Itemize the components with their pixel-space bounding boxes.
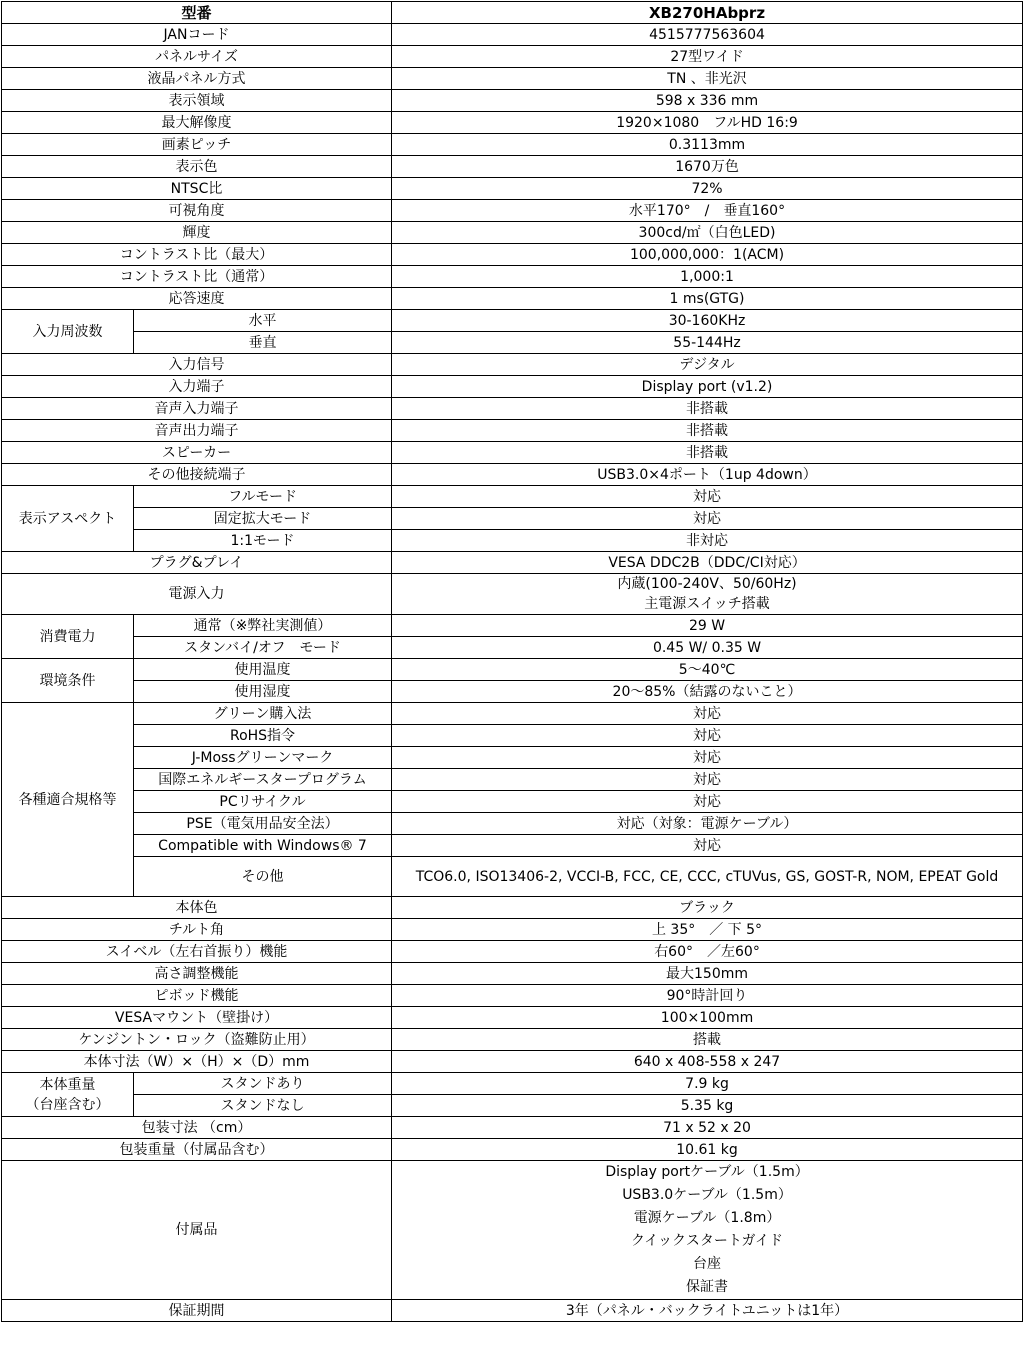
group-label-line: 本体重量 [39, 1076, 96, 1093]
spec-value: 対応（対象：電源ケーブル） [392, 813, 1023, 835]
spec-row-resolution [2, 112, 1023, 134]
spec-label: NTSC比 [2, 178, 392, 200]
spec-row-plug-play [2, 552, 1023, 574]
spec-label: グリーン購入法 [134, 703, 392, 725]
spec-value: 搭載 [392, 1029, 1023, 1051]
spec-label: 本体色 [2, 897, 392, 919]
spec-label: スタンドなし [134, 1095, 392, 1117]
spec-value: 5～40℃ [392, 659, 1023, 681]
spec-value: 対応 [392, 747, 1023, 769]
spec-row-vesa [2, 1007, 1023, 1029]
model-value: XB270HAbprz [392, 2, 1023, 24]
spec-label: 液晶パネル方式 [2, 68, 392, 90]
spec-label: パネルサイズ [2, 46, 392, 68]
spec-value: 対応 [392, 508, 1023, 530]
spec-value: VESA DDC2B（DDC/CI対応） [392, 552, 1023, 574]
spec-value: 最大150mm [392, 963, 1023, 985]
spec-row-std-pse [2, 813, 1023, 835]
spec-label: その他 [134, 857, 392, 897]
spec-value: 27型ワイド [392, 46, 1023, 68]
spec-row-swivel [2, 941, 1023, 963]
accessory-item: 保証書 [686, 1279, 729, 1295]
spec-row-pivot [2, 985, 1023, 1007]
spec-value: 上 35° ／ 下 5° [392, 919, 1023, 941]
spec-value: 右60° ／左60° [392, 941, 1023, 963]
spec-label: フルモード [134, 486, 392, 508]
spec-label: 音声入力端子 [2, 398, 392, 420]
spec-row-input-port [2, 376, 1023, 398]
spec-table [1, 1, 1023, 1322]
spec-label: スタンドあり [134, 1073, 392, 1095]
spec-value: 対応 [392, 486, 1023, 508]
spec-label: VESAマウント（壁掛け） [2, 1007, 392, 1029]
spec-value: 非搭載 [392, 420, 1023, 442]
spec-label: 輝度 [2, 222, 392, 244]
spec-row-response [2, 288, 1023, 310]
spec-row-body-color [2, 897, 1023, 919]
spec-value: 71 x 52 x 20 [392, 1117, 1023, 1139]
spec-row-power-normal [2, 615, 1023, 637]
spec-row-std-green [2, 703, 1023, 725]
spec-value: 640 x 408-558 x 247 [392, 1051, 1023, 1073]
spec-label: 画素ピッチ [2, 134, 392, 156]
spec-value: 非対応 [392, 530, 1023, 552]
group-label-weight [2, 1073, 134, 1117]
spec-value: 100×100mm [392, 1007, 1023, 1029]
spec-row-panel-type [2, 68, 1023, 90]
spec-label: ピボッド機能 [2, 985, 392, 1007]
spec-label: 1:1モード [134, 530, 392, 552]
spec-row-std-windows [2, 835, 1023, 857]
spec-row-env-temp [2, 659, 1023, 681]
spec-label: ケンジントン・ロック（盗難防止用） [2, 1029, 392, 1051]
spec-label: 包装寸法 （cm） [2, 1117, 392, 1139]
spec-row-tilt [2, 919, 1023, 941]
spec-row-package-weight [2, 1139, 1023, 1161]
spec-row-accessories [2, 1161, 1023, 1300]
group-label-aspect: 表示アスペクト [2, 486, 134, 552]
spec-label: 水平 [134, 310, 392, 332]
spec-value: 55-144Hz [392, 332, 1023, 354]
spec-label: 高さ調整機能 [2, 963, 392, 985]
group-label-standards: 各種適合規格等 [2, 703, 134, 897]
group-label-power: 消費電力 [2, 615, 134, 659]
model-label: 型番 [2, 2, 392, 24]
spec-value: TCO6.0, ISO13406-2, VCCI-B, FCC, CE, CCC, cTUVus, GS, GOST-R, NOM, EPEAT Gold [392, 857, 1023, 897]
spec-label: 表示色 [2, 156, 392, 178]
spec-row-jan [2, 24, 1023, 46]
spec-value: 非搭載 [392, 442, 1023, 464]
group-label-line: （台座含む） [25, 1096, 110, 1113]
spec-label: RoHS指令 [134, 725, 392, 747]
spec-row-other-ports [2, 464, 1023, 486]
spec-row-viewing-angle [2, 200, 1023, 222]
spec-value: 非搭載 [392, 398, 1023, 420]
spec-value: 対応 [392, 769, 1023, 791]
spec-row-std-other [2, 857, 1023, 897]
accessory-item: 台座 [693, 1256, 722, 1272]
spec-value: 水平170° / 垂直160° [392, 200, 1023, 222]
spec-value [392, 1161, 1023, 1300]
spec-value: 4515777563604 [392, 24, 1023, 46]
spec-label: 入力信号 [2, 354, 392, 376]
spec-value: 5.35 kg [392, 1095, 1023, 1117]
accessory-item: Display portケーブル（1.5m） [605, 1164, 809, 1180]
spec-label: 入力端子 [2, 376, 392, 398]
accessory-item: 電源ケーブル（1.8m） [633, 1210, 781, 1226]
spec-row-power-input [2, 574, 1023, 615]
spec-value: 0.45 W/ 0.35 W [392, 637, 1023, 659]
spec-row-package-size [2, 1117, 1023, 1139]
spec-row-power-standby [2, 637, 1023, 659]
spec-value: 29 W [392, 615, 1023, 637]
spec-value: 対応 [392, 703, 1023, 725]
spec-value: Display port (v1.2) [392, 376, 1023, 398]
accessory-item: クイックスタートガイド [630, 1233, 784, 1249]
spec-label: Compatible with Windows® 7 [134, 835, 392, 857]
spec-value: 対応 [392, 791, 1023, 813]
spec-value: 対応 [392, 835, 1023, 857]
spec-label: 垂直 [134, 332, 392, 354]
spec-value: 72% [392, 178, 1023, 200]
spec-row-weight-nostand [2, 1095, 1023, 1117]
spec-row-aspect-1to1 [2, 530, 1023, 552]
spec-row-aspect-fixed [2, 508, 1023, 530]
spec-value: USB3.0×4ポート（1up 4down） [392, 464, 1023, 486]
spec-label: PCリサイクル [134, 791, 392, 813]
group-label-input-freq: 入力周波数 [2, 310, 134, 354]
spec-label: スタンバイ/オフ モード [134, 637, 392, 659]
spec-label: 通常（※弊社実測値） [134, 615, 392, 637]
spec-label: 音声出力端子 [2, 420, 392, 442]
spec-label: 固定拡大モード [134, 508, 392, 530]
spec-value [392, 574, 1023, 615]
spec-label: チルト角 [2, 919, 392, 941]
spec-row-ntsc [2, 178, 1023, 200]
spec-label: 保証期間 [2, 1300, 392, 1322]
spec-value: 1670万色 [392, 156, 1023, 178]
spec-label: 包装重量（付属品含む） [2, 1139, 392, 1161]
spec-value: 20～85%（結露のないこと） [392, 681, 1023, 703]
spec-row-colors [2, 156, 1023, 178]
spec-row-model [2, 2, 1023, 24]
spec-row-pixel-pitch [2, 134, 1023, 156]
spec-row-dimensions [2, 1051, 1023, 1073]
spec-row-panel-size [2, 46, 1023, 68]
spec-value: 1,000:1 [392, 266, 1023, 288]
spec-row-aspect-full [2, 486, 1023, 508]
spec-value: TN 、非光沢 [392, 68, 1023, 90]
spec-label: PSE（電気用品安全法） [134, 813, 392, 835]
spec-label: コントラスト比（通常） [2, 266, 392, 288]
spec-row-display-area [2, 90, 1023, 112]
spec-label: 応答速度 [2, 288, 392, 310]
spec-label: 可視角度 [2, 200, 392, 222]
spec-label: プラグ&プレイ [2, 552, 392, 574]
spec-value: ブラック [392, 897, 1023, 919]
spec-label: 本体寸法（W）×（H）×（D）mm [2, 1051, 392, 1073]
spec-value: 1920×1080 フルHD 16:9 [392, 112, 1023, 134]
spec-row-audio-in [2, 398, 1023, 420]
spec-row-std-energystar [2, 769, 1023, 791]
spec-row-std-rohs [2, 725, 1023, 747]
spec-value: 30-160KHz [392, 310, 1023, 332]
spec-row-brightness [2, 222, 1023, 244]
accessory-item: USB3.0ケーブル（1.5m） [622, 1187, 792, 1203]
spec-row-std-jmoss [2, 747, 1023, 769]
spec-row-env-humidity [2, 681, 1023, 703]
spec-row-warranty [2, 1300, 1023, 1322]
spec-value: 3年（パネル・バックライトユニットは1年） [392, 1300, 1023, 1322]
spec-row-weight-stand [2, 1073, 1023, 1095]
spec-value: 1 ms(GTG) [392, 288, 1023, 310]
spec-value: 300cd/㎡（白色LED) [392, 222, 1023, 244]
spec-label: スピーカー [2, 442, 392, 464]
spec-value: 598 x 336 mm [392, 90, 1023, 112]
group-label-environment: 環境条件 [2, 659, 134, 703]
spec-row-contrast-normal [2, 266, 1023, 288]
spec-value: デジタル [392, 354, 1023, 376]
spec-label: 付属品 [2, 1161, 392, 1300]
spec-row-std-pc-recycle [2, 791, 1023, 813]
spec-row-audio-out [2, 420, 1023, 442]
spec-label: コントラスト比（最大） [2, 244, 392, 266]
spec-row-input-freq-h [2, 310, 1023, 332]
spec-label: その他接続端子 [2, 464, 392, 486]
spec-row-kensington [2, 1029, 1023, 1051]
spec-label: J-Mossグリーンマーク [134, 747, 392, 769]
spec-row-input-freq-v [2, 332, 1023, 354]
spec-label: 国際エネルギースタープログラム [134, 769, 392, 791]
spec-value-line: 内蔵(100-240V、50/60Hz) [617, 576, 797, 592]
spec-value-line: 主電源スイッチ搭載 [644, 596, 770, 612]
spec-label: 使用湿度 [134, 681, 392, 703]
spec-label: JANコード [2, 24, 392, 46]
spec-label: 表示領域 [2, 90, 392, 112]
spec-row-contrast-max [2, 244, 1023, 266]
spec-value: 対応 [392, 725, 1023, 747]
spec-value: 7.9 kg [392, 1073, 1023, 1095]
spec-value: 10.61 kg [392, 1139, 1023, 1161]
spec-row-height-adjust [2, 963, 1023, 985]
spec-label: 電源入力 [2, 574, 392, 615]
spec-label: 使用温度 [134, 659, 392, 681]
spec-value: 90°時計回り [392, 985, 1023, 1007]
spec-value: 100,000,000：1(ACM) [392, 244, 1023, 266]
spec-value: 0.3113mm [392, 134, 1023, 156]
spec-row-input-signal [2, 354, 1023, 376]
spec-label: 最大解像度 [2, 112, 392, 134]
spec-label: スイベル（左右首振り）機能 [2, 941, 392, 963]
spec-row-speaker [2, 442, 1023, 464]
